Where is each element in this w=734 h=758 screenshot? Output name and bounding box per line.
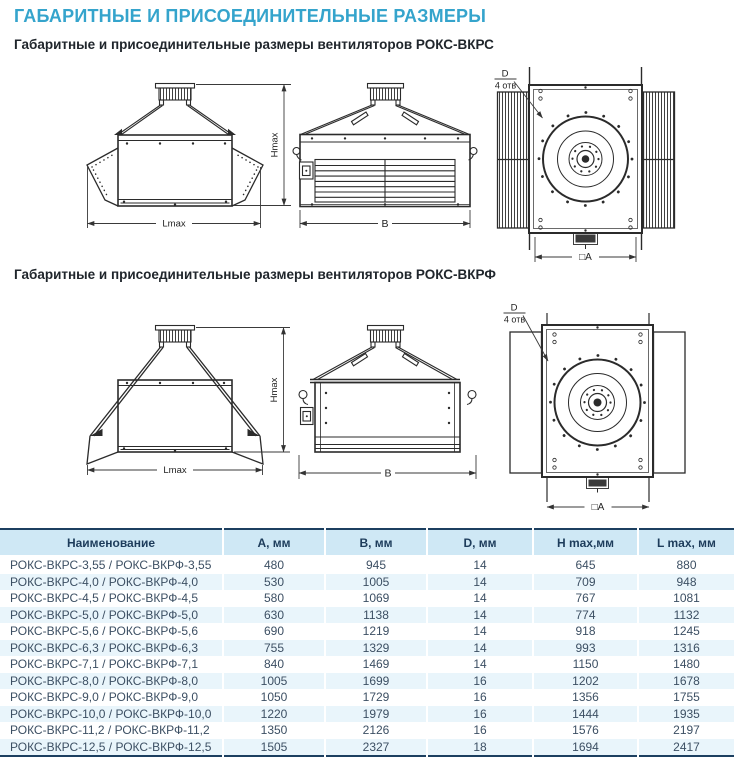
vkrf-a-dimension — [547, 500, 649, 513]
dimensions-table — [0, 528, 734, 757]
cell-l: 1678 — [638, 673, 734, 690]
table-row — [0, 640, 734, 657]
vkrf-b-dimension — [299, 455, 476, 480]
table-row — [0, 574, 734, 591]
cell-d: 14 — [427, 640, 533, 657]
cell-name: РОКС-ВКРС-3,55 / РОКС-ВКРФ-3,55 — [10, 558, 212, 573]
cell-h: 1694 — [533, 739, 638, 757]
col-header-a: А, мм — [223, 529, 325, 556]
table-row — [0, 623, 734, 640]
cell-l: 1755 — [638, 689, 734, 706]
cell-h: 1150 — [533, 656, 638, 673]
cell-a: 840 — [223, 656, 325, 673]
cell-d: 14 — [427, 574, 533, 591]
cell-b: 2327 — [325, 739, 427, 757]
cell-d: 14 — [427, 556, 533, 574]
table-header — [0, 529, 734, 556]
cell-name: РОКС-ВКРС-5,6 / РОКС-ВКРФ-5,6 — [10, 624, 199, 639]
cell-d: 14 — [427, 623, 533, 640]
cell-l: 1081 — [638, 590, 734, 607]
vkrs-lmax-dimension — [88, 167, 261, 230]
cell-b: 1979 — [325, 706, 427, 723]
vkrs-side-view — [293, 84, 477, 207]
cell-name: РОКС-ВКРС-8,0 / РОКС-ВКРФ-8,0 — [10, 673, 199, 688]
cell-d: 14 — [427, 656, 533, 673]
section-title-vkrf: Габаритные и присоединительные размеры вентиляторов РОКС-ВКРФ — [14, 267, 496, 282]
cell-name: РОКС-ВКРС-10,0 / РОКС-ВКРФ-10,0 — [10, 706, 212, 721]
cell-b: 1469 — [325, 656, 427, 673]
cell-h: 1576 — [533, 722, 638, 739]
cell-l: 1480 — [638, 656, 734, 673]
vkrf-drawing — [0, 298, 734, 524]
cell-h: 1356 — [533, 689, 638, 706]
vkrf-side-view — [299, 326, 476, 453]
vkrf-lmax-dimension — [88, 463, 263, 476]
cell-name: РОКС-ВКРС-9,0 / РОКС-ВКРФ-9,0 — [10, 690, 199, 705]
cell-b: 1219 — [325, 623, 427, 640]
col-header-b: В, мм — [325, 529, 427, 556]
cell-name: РОКС-ВКРС-6,3 / РОКС-ВКРФ-6,3 — [10, 640, 199, 655]
page-title: ГАБАРИТНЫЕ И ПРИСОЕДИНИТЕЛЬНЫЕ РАЗМЕРЫ — [14, 6, 487, 26]
vkrs-hmax-label: Hmax — [269, 132, 281, 158]
table-row — [0, 706, 734, 723]
cell-name: РОКС-ВКРС-7,1 / РОКС-ВКРФ-7,1 — [10, 657, 199, 672]
cell-a: 1005 — [223, 673, 325, 690]
cell-l: 948 — [638, 574, 734, 591]
cell-h: 767 — [533, 590, 638, 607]
table-row — [0, 607, 734, 624]
cell-l: 2417 — [638, 739, 734, 757]
cell-h: 774 — [533, 607, 638, 624]
col-header-d: D, мм — [427, 529, 533, 556]
cell-l: 2197 — [638, 722, 734, 739]
col-header-name: Наименование — [0, 529, 223, 556]
cell-d: 16 — [427, 673, 533, 690]
cell-l: 1316 — [638, 640, 734, 657]
vkrs-holes-label: 4 отв — [494, 80, 517, 91]
cell-a: 1050 — [223, 689, 325, 706]
cell-h: 1202 — [533, 673, 638, 690]
table-row — [0, 673, 734, 690]
vkrf-a-label: □A — [591, 502, 605, 513]
cell-a: 530 — [223, 574, 325, 591]
cell-b: 1069 — [325, 590, 427, 607]
col-header-lmax: L max, мм — [638, 529, 734, 556]
cell-b: 1699 — [325, 673, 427, 690]
table-row — [0, 689, 734, 706]
vkrf-d-label: D — [510, 302, 518, 314]
cell-h: 918 — [533, 623, 638, 640]
cell-b: 2126 — [325, 722, 427, 739]
cell-b: 1329 — [325, 640, 427, 657]
cell-d: 16 — [427, 722, 533, 739]
cell-b: 1138 — [325, 607, 427, 624]
cell-a: 580 — [223, 590, 325, 607]
dimensions-table-body — [0, 556, 734, 756]
cell-d: 16 — [427, 689, 533, 706]
cell-b: 1005 — [325, 574, 427, 591]
cell-l: 1132 — [638, 607, 734, 624]
cell-name: РОКС-ВКРС-4,0 / РОКС-ВКРФ-4,0 — [10, 574, 199, 589]
cell-a: 1505 — [223, 739, 325, 757]
cell-a: 690 — [223, 623, 325, 640]
cell-l: 880 — [638, 556, 734, 574]
cell-d: 18 — [427, 739, 533, 757]
vkrs-b-label: B — [381, 218, 389, 230]
table-row — [0, 722, 734, 739]
vkrf-top-view — [510, 313, 685, 502]
cell-l: 1245 — [638, 623, 734, 640]
vkrf-holes-label: 4 отв — [503, 314, 526, 325]
cell-d: 16 — [427, 706, 533, 723]
vkrs-d-label: D — [501, 68, 509, 80]
table-row — [0, 739, 734, 757]
vkrs-lmax-label: Lmax — [162, 218, 186, 230]
cell-l: 1935 — [638, 706, 734, 723]
cell-a: 1220 — [223, 706, 325, 723]
table-row — [0, 590, 734, 607]
cell-h: 1444 — [533, 706, 638, 723]
vkrf-b-label: B — [384, 467, 392, 480]
cell-name: РОКС-ВКРС-12,5 / РОКС-ВКРФ-12,5 — [10, 739, 212, 754]
cell-b: 945 — [325, 556, 427, 574]
cell-h: 993 — [533, 640, 638, 657]
section-title-vkrs: Габаритные и присоединительные размеры вентиляторов РОКС-ВКРС — [14, 37, 494, 52]
table-row — [0, 556, 734, 574]
cell-d: 14 — [427, 590, 533, 607]
cell-a: 1350 — [223, 722, 325, 739]
table-row — [0, 656, 734, 673]
vkrf-front-view — [87, 326, 263, 465]
cell-a: 755 — [223, 640, 325, 657]
vkrs-b-dimension — [300, 210, 470, 230]
vkrf-hmax-dimension — [196, 328, 290, 453]
vkrs-hmax-dimension — [196, 85, 291, 206]
vkrs-drawing — [0, 60, 734, 268]
vkrf-lmax-label: Lmax — [163, 465, 187, 476]
vkrs-a-label: □A — [579, 252, 592, 263]
col-header-hmax: Н max,мм — [533, 529, 638, 556]
cell-d: 14 — [427, 607, 533, 624]
vkrf-hmax-label: Hmax — [269, 377, 280, 403]
cell-a: 630 — [223, 607, 325, 624]
cell-b: 1729 — [325, 689, 427, 706]
cell-h: 709 — [533, 574, 638, 591]
cell-name: РОКС-ВКРС-4,5 / РОКС-ВКРФ-4,5 — [10, 591, 199, 606]
vkrs-front-view — [87, 84, 263, 207]
cell-name: РОКС-ВКРС-5,0 / РОКС-ВКРФ-5,0 — [10, 607, 199, 622]
cell-a: 480 — [223, 556, 325, 574]
cell-h: 645 — [533, 556, 638, 574]
cell-name: РОКС-ВКРС-11,2 / РОКС-ВКРФ-11,2 — [10, 723, 210, 738]
